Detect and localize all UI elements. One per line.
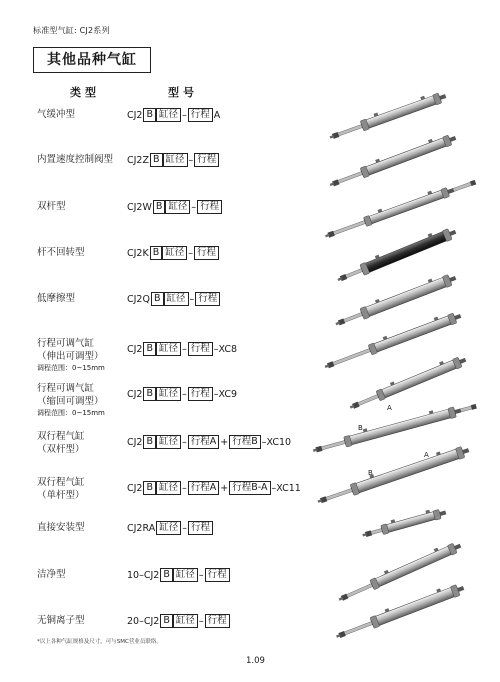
cylinder-image [328, 131, 458, 190]
cylinder-image [347, 353, 467, 413]
model-code-text: 20–CJ2 [127, 615, 160, 627]
cylinder-image [311, 399, 477, 456]
model-code-text: – [182, 388, 187, 400]
model-code-field-box: 缸径 [156, 387, 181, 401]
variant-name-line: 洁净型 [37, 569, 66, 580]
model-code-text: – [191, 201, 197, 213]
variant-name-line: （双杆型） [37, 444, 85, 455]
model-code-field-box: B [143, 481, 156, 495]
model-code-text: CJ2 [127, 388, 143, 400]
figure-label-a-2: A [424, 451, 429, 459]
model-code-text: CJ2K [127, 247, 149, 259]
model-code-field-box: 行程 [194, 153, 219, 167]
variant-name-line: 行程可调气缸 [37, 383, 95, 394]
model-code-text: CJ2W [127, 201, 152, 213]
model-code-field-box: 缸径 [156, 481, 181, 495]
variant-name-line: 双杆型 [37, 201, 66, 212]
model-code-field-box: B [143, 108, 156, 122]
model-code-text: CJ2 [127, 482, 143, 494]
model-code-field-box: B [150, 246, 163, 260]
section-header: 标准型气缸: CJ2系列 [33, 26, 110, 35]
footnote: *以上各种气缸规格及尺寸，可与SMC营业员联络。 [37, 639, 162, 645]
model-code-field-box: 行程B [229, 435, 261, 449]
model-code-field-box: 缸径 [173, 568, 198, 582]
model-code-text: –XC8 [213, 343, 238, 355]
model-code-text: + [220, 436, 229, 448]
variant-name-line: 行程可调气缸 [37, 338, 95, 349]
model-code-text: – [182, 343, 187, 355]
variant-name-line: （缩回可调型） [37, 396, 104, 407]
model-code-field-box: 行程 [194, 246, 219, 260]
model-code-field-box: 缸径 [162, 246, 187, 260]
model-code-field-box: 行程 [195, 292, 220, 306]
model-code-field-box: 缸径 [156, 521, 181, 535]
model-code-text: – [198, 569, 204, 581]
variant-name-line: 直接安装型 [37, 522, 85, 533]
model-code-field-box: 缸径 [156, 342, 181, 356]
model-code-text: –XC9 [213, 388, 238, 400]
figure-label-a-1: A [387, 404, 392, 412]
stroke-adjust-range: 调程范围：0~15mm [37, 409, 105, 417]
model-code-text: CJ2Z [127, 154, 149, 166]
model-code-text: – [182, 522, 187, 534]
model-code-field-box: 行程 [205, 614, 230, 628]
variant-name-line: 低摩擦型 [37, 293, 76, 304]
page-title: 其他品种气缸 [33, 47, 151, 73]
cylinder-image [334, 580, 466, 642]
model-code-text: CJ2RA [127, 522, 156, 534]
model-code-field-box: B [153, 200, 166, 214]
column-header-model: 型号 [168, 86, 198, 99]
model-code-text: CJ2 [127, 343, 143, 355]
model-code-field-box: B [143, 435, 156, 449]
model-code-text: + [220, 482, 229, 494]
model-code-field-box: 行程A [188, 481, 220, 495]
variant-name-line: （伸出可调型） [37, 351, 104, 362]
model-code-text: 10–CJ2 [127, 569, 160, 581]
model-code-field-box: 行程 [188, 108, 213, 122]
model-code-text: – [189, 293, 195, 305]
model-code-text: – [182, 482, 187, 494]
model-code-field-box: B [143, 342, 156, 356]
column-header-type: 类型 [70, 86, 100, 99]
model-code-field-box: 缸径 [163, 153, 188, 167]
model-code-field-box: 行程A [188, 435, 220, 449]
model-code-text: – [188, 154, 194, 166]
model-code-field-box: B [160, 614, 173, 628]
variant-name-line: 内置速度控制阀型 [37, 154, 114, 165]
cylinder-image [361, 506, 447, 540]
variant-name-line: 杆不回转型 [37, 247, 85, 258]
model-code-field-box: 缸径 [156, 435, 181, 449]
model-code-field-box: 缸径 [156, 108, 181, 122]
stroke-adjust-range: 调程范围：0~15mm [37, 364, 105, 372]
cylinder-image [315, 442, 470, 507]
variant-name-line: （单杆型） [37, 490, 85, 501]
model-code-text: – [198, 615, 204, 627]
model-code-text: CJ2 [127, 109, 143, 121]
variant-name-line: 双行程气缸 [37, 477, 85, 488]
model-code-field-box: 行程 [188, 521, 213, 535]
model-code-text: – [182, 109, 187, 121]
model-code-field-box: 行程B-A [229, 481, 270, 495]
model-code-field-box: B [150, 153, 163, 167]
model-code-field-box: 缸径 [164, 292, 189, 306]
cylinder-image [335, 224, 458, 285]
model-code-text: – [188, 247, 194, 259]
model-code-text: A [213, 109, 221, 121]
model-code-text: –XC11 [271, 482, 301, 494]
model-code-field-box: 行程 [188, 387, 213, 401]
figure-label-b-2: B [368, 469, 373, 477]
model-code-field-box: B [143, 387, 156, 401]
variant-name-line: 双行程气缸 [37, 431, 85, 442]
model-code-text: CJ2 [127, 436, 143, 448]
model-code-field-box: 缸径 [173, 614, 198, 628]
variant-name-line: 无铜离子型 [37, 615, 85, 626]
model-code-field-box: 行程 [188, 342, 213, 356]
page-number: 1.09 [246, 656, 265, 666]
model-code-text: CJ2Q [127, 293, 150, 305]
model-code-text: –XC10 [261, 436, 292, 448]
model-code-field-box: B [160, 568, 173, 582]
figure-label-b-1: B [358, 424, 363, 432]
variant-name-line: 气缓冲型 [37, 109, 76, 120]
model-code-field-box: 缸径 [165, 200, 190, 214]
cylinder-image [327, 89, 447, 143]
model-code-field-box: 行程 [197, 200, 222, 214]
model-code-field-box: B [151, 292, 164, 306]
model-code-field-box: 行程 [205, 568, 230, 582]
model-code-text: – [182, 436, 187, 448]
